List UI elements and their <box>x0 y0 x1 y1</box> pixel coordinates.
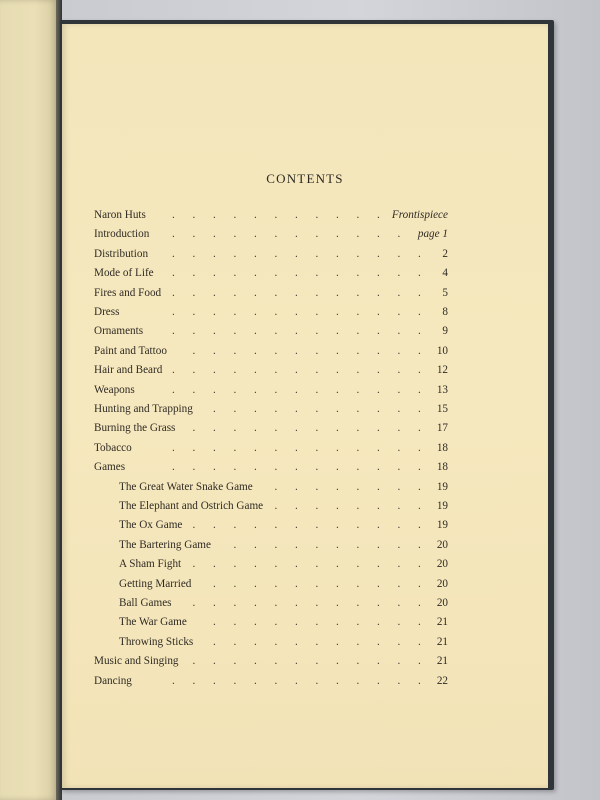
toc-page-number: 19 <box>436 519 448 532</box>
toc-entry-title: Games <box>94 461 126 474</box>
toc-entry-title: Hunting and Trapping <box>94 403 193 415</box>
contents-page <box>62 24 548 788</box>
toc-page-number: 9 <box>442 325 448 338</box>
toc-subentry-title: Throwing Sticks <box>119 635 194 648</box>
toc-entry: Dress . . . . . . . . . . . . . 8 <box>62 303 548 321</box>
toc-entry: The Elephant and Ostrich Game . . . . . . . . 19 <box>62 497 548 515</box>
toc-entry-title: Introduction <box>94 228 150 241</box>
toc-entry: The Ox Game . . . . . . . . . . . . 19 <box>62 516 548 534</box>
toc-page-number: 18 <box>436 461 448 474</box>
toc-page-number: 20 <box>436 558 448 571</box>
toc-entry: The War Game . . . . . . . . . . . 21 <box>62 613 548 631</box>
toc-page-number: 5 <box>442 286 448 299</box>
toc-entry: Naron Huts . . . . . . . . . . . Frontispiece <box>62 206 548 224</box>
toc-subentry-title: The War Game <box>119 616 187 629</box>
toc-page-number: 10 <box>436 344 448 357</box>
facing-page-edge <box>0 0 58 800</box>
toc-subentry-title: Getting Married <box>119 577 192 590</box>
toc-entry: Distribution . . . . . . . . . . . . . 2 <box>62 245 548 263</box>
toc-entry: Burning the Grass . . . . . . . . . . . . 17 <box>62 419 548 437</box>
toc-page-number: 15 <box>436 403 448 415</box>
toc-entry-title: Mode of Life <box>94 267 154 280</box>
toc-subentry-title: The Great Water Snake Game <box>119 480 253 493</box>
toc-entry: The Bartering Game . . . . . . . . . . 20 <box>62 536 548 554</box>
toc-subentry-title: A Sham Fight <box>119 558 182 571</box>
toc-entry: Weapons . . . . . . . . . . . . . 13 <box>62 381 548 399</box>
toc-page-number: 8 <box>442 306 448 318</box>
toc-entry: Throwing Sticks . . . . . . . . . . . 21 <box>62 633 548 651</box>
toc-entry-title: Fires and Food <box>94 286 162 299</box>
toc-entry-title: Music and Singing <box>94 655 179 668</box>
toc-page-number: 19 <box>436 500 448 512</box>
toc-subentry-title: Ball Games <box>119 597 172 609</box>
toc-entry: Getting Married . . . . . . . . . . . 20 <box>62 575 548 593</box>
toc-entry: Hunting and Trapping . . . . . . . . . . . 15 <box>62 400 548 418</box>
toc-entry: Tobacco . . . . . . . . . . . . . 18 <box>62 439 548 457</box>
toc-page-number: 17 <box>436 422 448 435</box>
toc-entry: Ornaments . . . . . . . . . . . . . 9 <box>62 322 548 340</box>
toc-subentry-title: The Ox Game <box>119 519 183 532</box>
toc-entry: The Great Water Snake Game . . . . . . . . 19 <box>62 478 548 496</box>
toc-entry-title: Ornaments <box>94 325 144 338</box>
toc-entry: Ball Games . . . . . . . . . . . . 20 <box>62 594 548 612</box>
toc-entry: Games . . . . . . . . . . . . . 18 <box>62 458 548 476</box>
toc-entry-title: Naron Huts <box>94 209 146 221</box>
toc-page-number: page 1 <box>417 228 448 241</box>
toc-page-number: 21 <box>436 635 448 648</box>
contents-heading: CONTENTS <box>266 171 344 186</box>
toc-page-number: 19 <box>436 480 448 493</box>
toc-page-number: 21 <box>436 616 448 629</box>
toc-entry: Mode of Life . . . . . . . . . . . . . 4 <box>62 264 548 282</box>
toc-page-number: 20 <box>436 577 448 590</box>
toc-entry: Dancing . . . . . . . . . . . . . 22 <box>62 672 548 690</box>
toc-entry-title: Dress <box>94 306 120 318</box>
toc-subentry-title: The Bartering Game <box>119 538 211 551</box>
toc-entry-title: Hair and Beard <box>94 364 163 377</box>
toc-page-number: 13 <box>436 383 448 396</box>
toc-page-number: 4 <box>442 267 448 280</box>
toc-page-number: 20 <box>436 597 448 609</box>
toc-entry: Hair and Beard . . . . . . . . . . . . . 12 <box>62 361 548 379</box>
toc-entry: Fires and Food . . . . . . . . . . . . . 5 <box>62 284 548 302</box>
table-of-contents <box>62 24 548 788</box>
toc-page-number: 12 <box>436 364 448 377</box>
toc-page-number: 20 <box>436 538 448 551</box>
toc-page-number: 21 <box>436 655 448 668</box>
toc-entry-title: Burning the Grass <box>94 422 176 435</box>
toc-entry-title: Tobacco <box>94 441 132 454</box>
toc-page-number: Frontispiece <box>391 209 448 221</box>
toc-entry-title: Distribution <box>94 247 149 260</box>
toc-entry-title: Paint and Tattoo <box>94 344 167 357</box>
toc-entry-title: Weapons <box>94 383 135 396</box>
toc-entry: Paint and Tattoo . . . . . . . . . . . . 10 <box>62 342 548 360</box>
toc-entry: A Sham Fight . . . . . . . . . . . . 20 <box>62 555 548 573</box>
toc-subentry-title: The Elephant and Ostrich Game <box>119 500 264 512</box>
toc-entry: Introduction . . . . . . . . . . . . page 1 <box>62 225 548 243</box>
toc-entry: Music and Singing . . . . . . . . . . . . 21 <box>62 652 548 670</box>
toc-page-number: 22 <box>436 674 448 687</box>
toc-entry-title: Dancing <box>94 674 132 687</box>
toc-page-number: 18 <box>436 441 448 454</box>
toc-page-number: 2 <box>442 247 448 260</box>
